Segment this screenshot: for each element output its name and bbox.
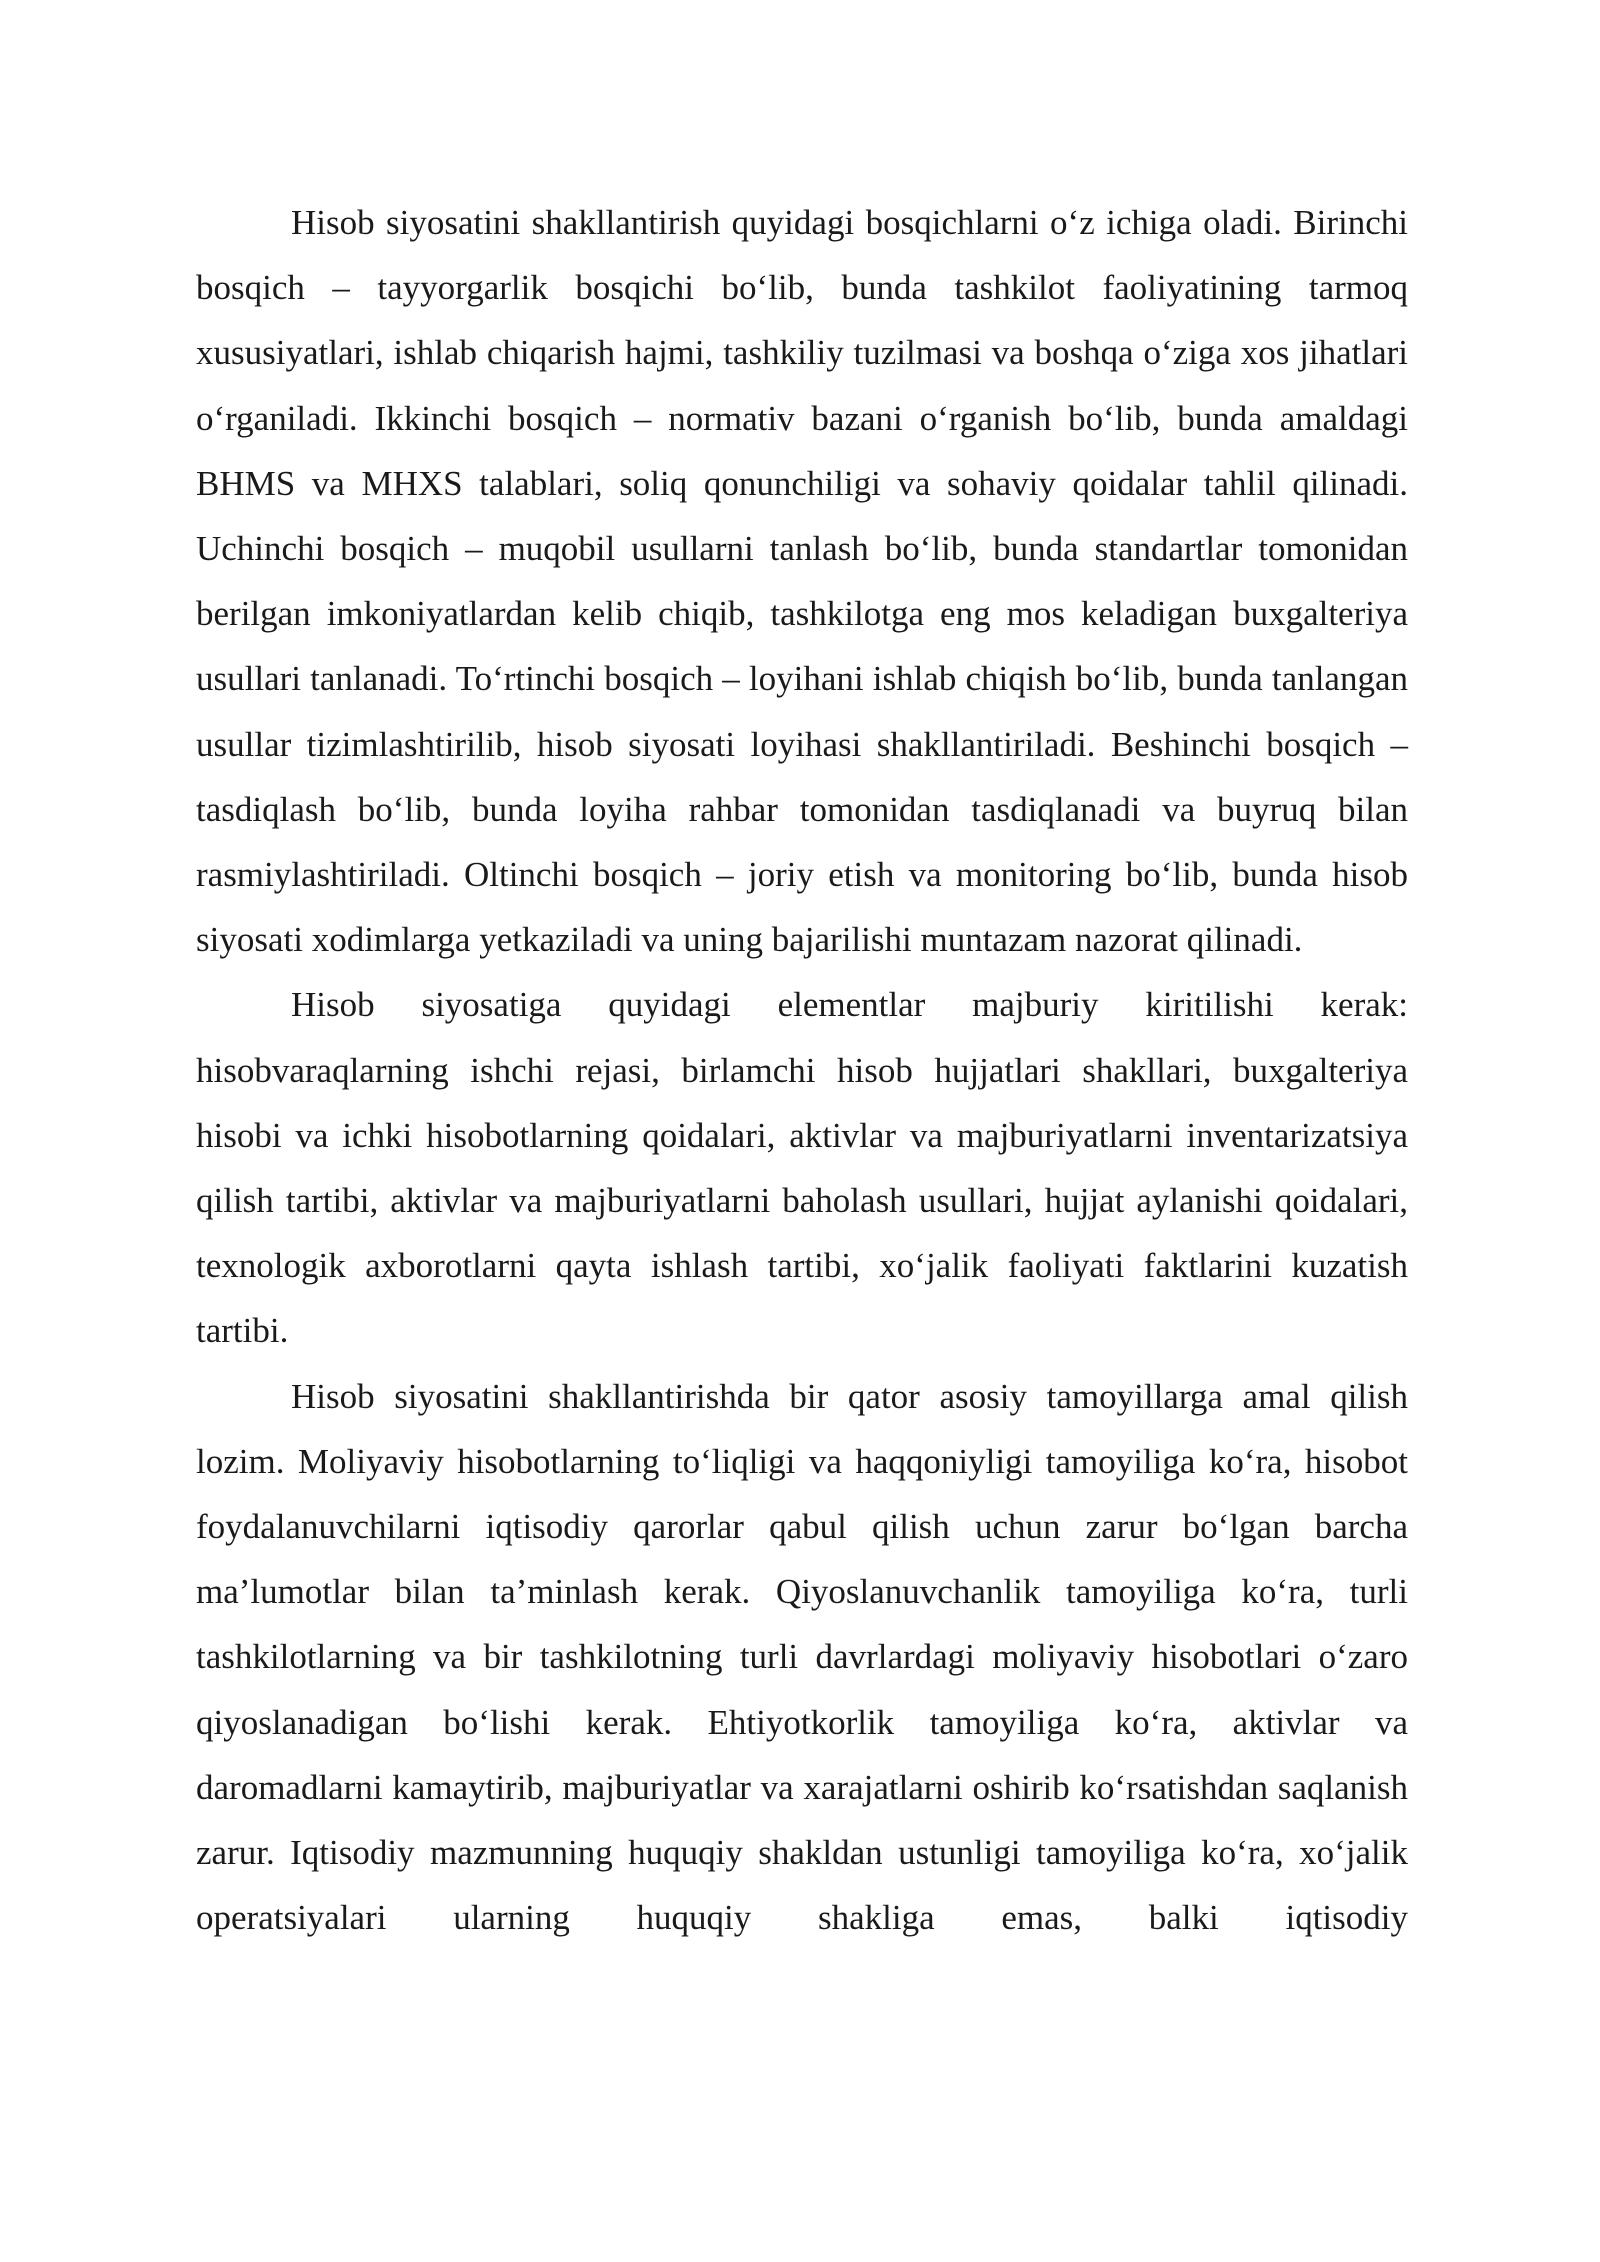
paragraph-3: Hisob siyosatini shakllantirishda bir qator asosiy tamoyillarga amal qilish lozim. Moliyaviy hisobotlarning to‘liqligi va haqqoniyligi tamoyiliga ko‘ra, hisobot foydalanuvchilarni iqtisodiy qarorlar qabul qilish uchun zarur bo‘lgan barcha ma’lumotlar bilan ta’minlash kerak. Qiyoslanuvchanlik tamoyiliga ko‘ra, turli tashkilotlarning va bir tashkilotning turli davrlardagi moliyaviy hisobotlari o‘zaro qiyoslanadigan bo‘lishi kerak. Ehtiyotkorlik tamoyiliga ko‘ra, aktivlar va daromadlarni kamaytirib, majburiyatlar va xarajatlarni oshirib ko‘rsatishdan saqlanish zarur. Iqtisodiy mazmunning huquqiy shakldan ustunligi tamoyiliga ko‘ra, xo‘jalik operatsiyalari ularning huquqiy shakliga emas, balki iqtisodiy	[196, 1376, 1408, 1938]
paragraph-1: Hisob siyosatini shakllantirish quyidagi bosqichlarni o‘z ichiga oladi. Birinchi bosqich – tayyorgarlik bosqichi bo‘lib, bunda tashkilot faoliyatining tarmoq xususiyatlari, ishlab chiqarish hajmi, tashkiliy tuzilmasi va boshqa o‘ziga xos jihatlari o‘rganiladi. Ikkinchi bosqich – normativ bazani o‘rganish bo‘lib, bunda amaldagi BHMS va MHXS talablari, soliq qonunchiligi va sohaviy qoidalar tahlil qilinadi. Uchinchi bosqich – muqobil usullarni tanlash bo‘lib, bunda standartlar tomonidan berilgan imkoniyatlardan kelib chiqib, tashkilotga eng mos keladigan buxgalteriya usullari tanlanadi. To‘rtinchi bosqich – loyihani ishlab chiqish bo‘lib, bunda tanlangan usullar tizimlashtirilib, hisob siyosati loyihasi shakllantiriladi. Beshinchi bosqich – tasdiqlash bo‘lib, bunda loyiha rahbar tomonidan tasdiqlanadi va buyruq bilan rasmiylashtiriladi. Oltinchi bosqich – joriy etish va monitoring bo‘lib, bunda hisob siyosati xodimlarga yetkaziladi va uning bajarilishi muntazam nazorat qilinadi.	[196, 203, 1408, 960]
body-text	[196, 190, 1408, 1950]
paragraph-2: Hisob siyosatiga quyidagi elementlar majburiy kiritilishi kerak: hisobvaraqlarning ishchi rejasi, birlamchi hisob hujjatlari shakllari, buxgalteriya hisobi va ichki hisobotlarning qoidalari, aktivlar va majburiyatlarni inventarizatsiya qilish tartibi, aktivlar va majburiyatlarni baholash usullari, hujjat aylanishi qoidalari, texnologik axborotlarni qayta ishlash tartibi, xo‘jalik faoliyati faktlarini kuzatish tartibi.	[196, 985, 1408, 1351]
